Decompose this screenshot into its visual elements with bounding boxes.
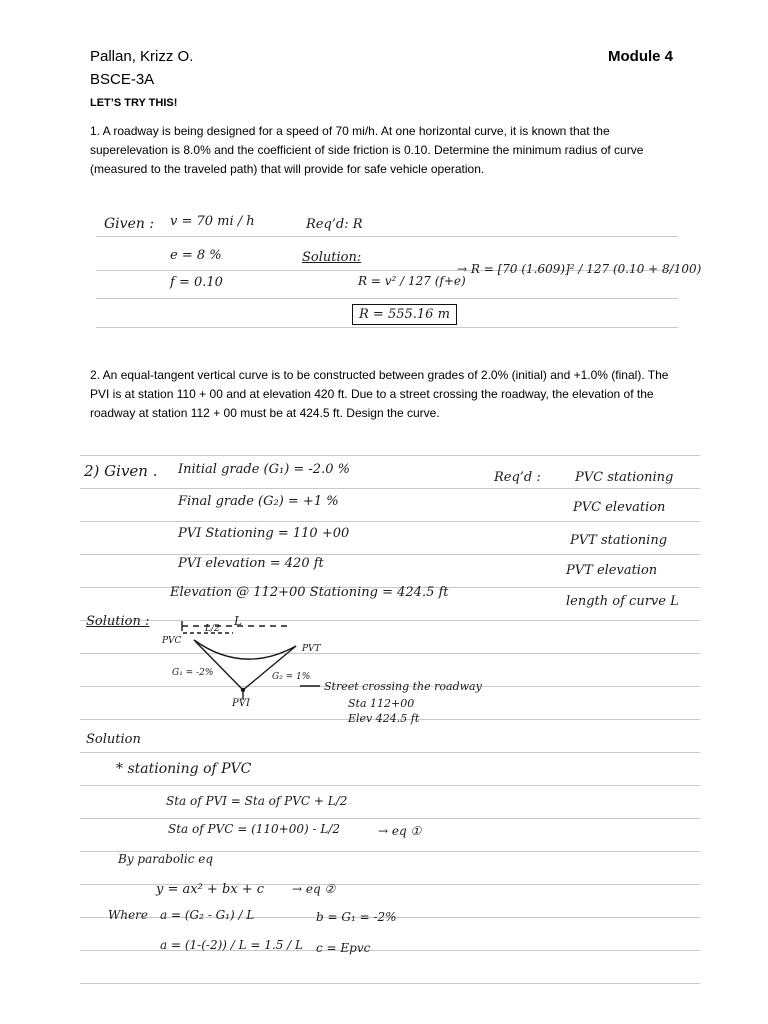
p2-eq-sta-pvi: Sta of PVI = Sta of PVC + L/2 xyxy=(166,794,348,808)
p2-a-value: a = (1-(-2)) / L = 1.5 / L xyxy=(160,938,303,952)
p1-substitution: → R = [70 (1.609)]² / 127 (0.10 + 8/100) xyxy=(457,262,702,276)
activity-heading: LET’S TRY THIS! xyxy=(90,97,178,109)
problem-1-text: 1. A roadway is being designed for a speed of 70 mi/h. At one horizontal curve, it is known that the superelevation is 8.0% and the coefficient of side friction is 0.10. Determine the minimum radius of curve (measured to the traveled path) that will provide for safe vehicle operation. xyxy=(90,124,644,176)
p2-parabola-equation: y = ax² + bx + c xyxy=(156,882,265,897)
diagram-pvi: PVI xyxy=(232,698,250,709)
p2-eq-sta-pvc: Sta of PVC = (110+00) - L/2 xyxy=(168,822,341,836)
diagram-length: L xyxy=(234,614,242,628)
p1-friction: f = 0.10 xyxy=(170,275,223,290)
diagram-street: Street crossing the roadway xyxy=(324,680,482,693)
student-name: Pallan, Krizz O. xyxy=(90,48,194,65)
p2-required-item: PVC elevation xyxy=(573,500,666,515)
p1-given-label: Given : xyxy=(104,216,155,232)
p1-velocity: v = 70 mi / h xyxy=(170,214,255,229)
p2-required-item: PVC stationing xyxy=(575,470,674,485)
diagram-half-length: L/2 xyxy=(205,624,220,634)
p2-where-label: Where xyxy=(108,908,149,922)
p2-a-definition: a = (G₂ - G₁) / L xyxy=(160,908,255,922)
diagram-station: Sta 112+00 xyxy=(348,697,415,710)
p2-final-grade: Final grade (G₂) = +1 % xyxy=(178,494,339,509)
p2-b-definition: b = G₁ = -2% xyxy=(316,910,397,924)
p2-required-item: PVT elevation xyxy=(566,563,658,578)
diagram-pvc: PVC xyxy=(162,636,182,646)
p1-answer: R = 555.16 m xyxy=(352,304,457,325)
p2-c-definition: c = Epvc xyxy=(316,941,371,955)
module-title: Module 4 xyxy=(608,48,674,65)
p2-required-item: PVT stationing xyxy=(570,533,668,548)
p1-required: Req’d: R xyxy=(306,217,363,232)
p2-eq1-tag: → eq ① xyxy=(378,824,422,838)
diagram-g1: G₁ = -2% xyxy=(172,668,214,678)
p2-required-item: length of curve L xyxy=(566,594,679,609)
p2-eq2-tag: → eq ② xyxy=(292,882,336,896)
p2-pvi-stationing: PVI Stationing = 110 +00 xyxy=(178,526,350,541)
p2-given-label: 2) Given . xyxy=(84,462,158,480)
p2-solution-heading: Solution xyxy=(86,732,141,747)
p2-required-label: Req’d : xyxy=(494,470,541,485)
p2-elevation-at-station: Elevation @ 112+00 Stationing = 424.5 ft xyxy=(170,585,449,600)
p2-pvi-elevation: PVI elevation = 420 ft xyxy=(178,556,324,571)
section: BSCE-3A xyxy=(90,71,155,88)
p1-superelevation: e = 8 % xyxy=(170,248,222,263)
p1-solution-label: Solution: xyxy=(302,250,362,265)
problem-2-text: 2. An equal-tangent vertical curve is to be constructed between grades of 2.0% (initial) and +1.0% (final). The PVI is at station 110 + 00 and at elevation 420 ft. Due to a street crossing the roadway, the elevation of the roadway at station 112 + 00 must be at 424.5 ft. Design the curve. xyxy=(90,368,669,420)
p2-step-stationing-pvc: * stationing of PVC xyxy=(116,761,252,777)
diagram-elevation: Elev 424.5 ft xyxy=(348,712,420,725)
p1-formula: R = v² / 127 (f+e) xyxy=(358,274,466,288)
p2-solution-label: Solution : xyxy=(86,614,150,629)
diagram-g2: G₂ = 1% xyxy=(272,672,311,682)
p2-parabolic-label: By parabolic eq xyxy=(118,852,214,866)
p2-initial-grade: Initial grade (G₁) = -2.0 % xyxy=(178,462,350,477)
diagram-pvt: PVT xyxy=(302,644,321,654)
